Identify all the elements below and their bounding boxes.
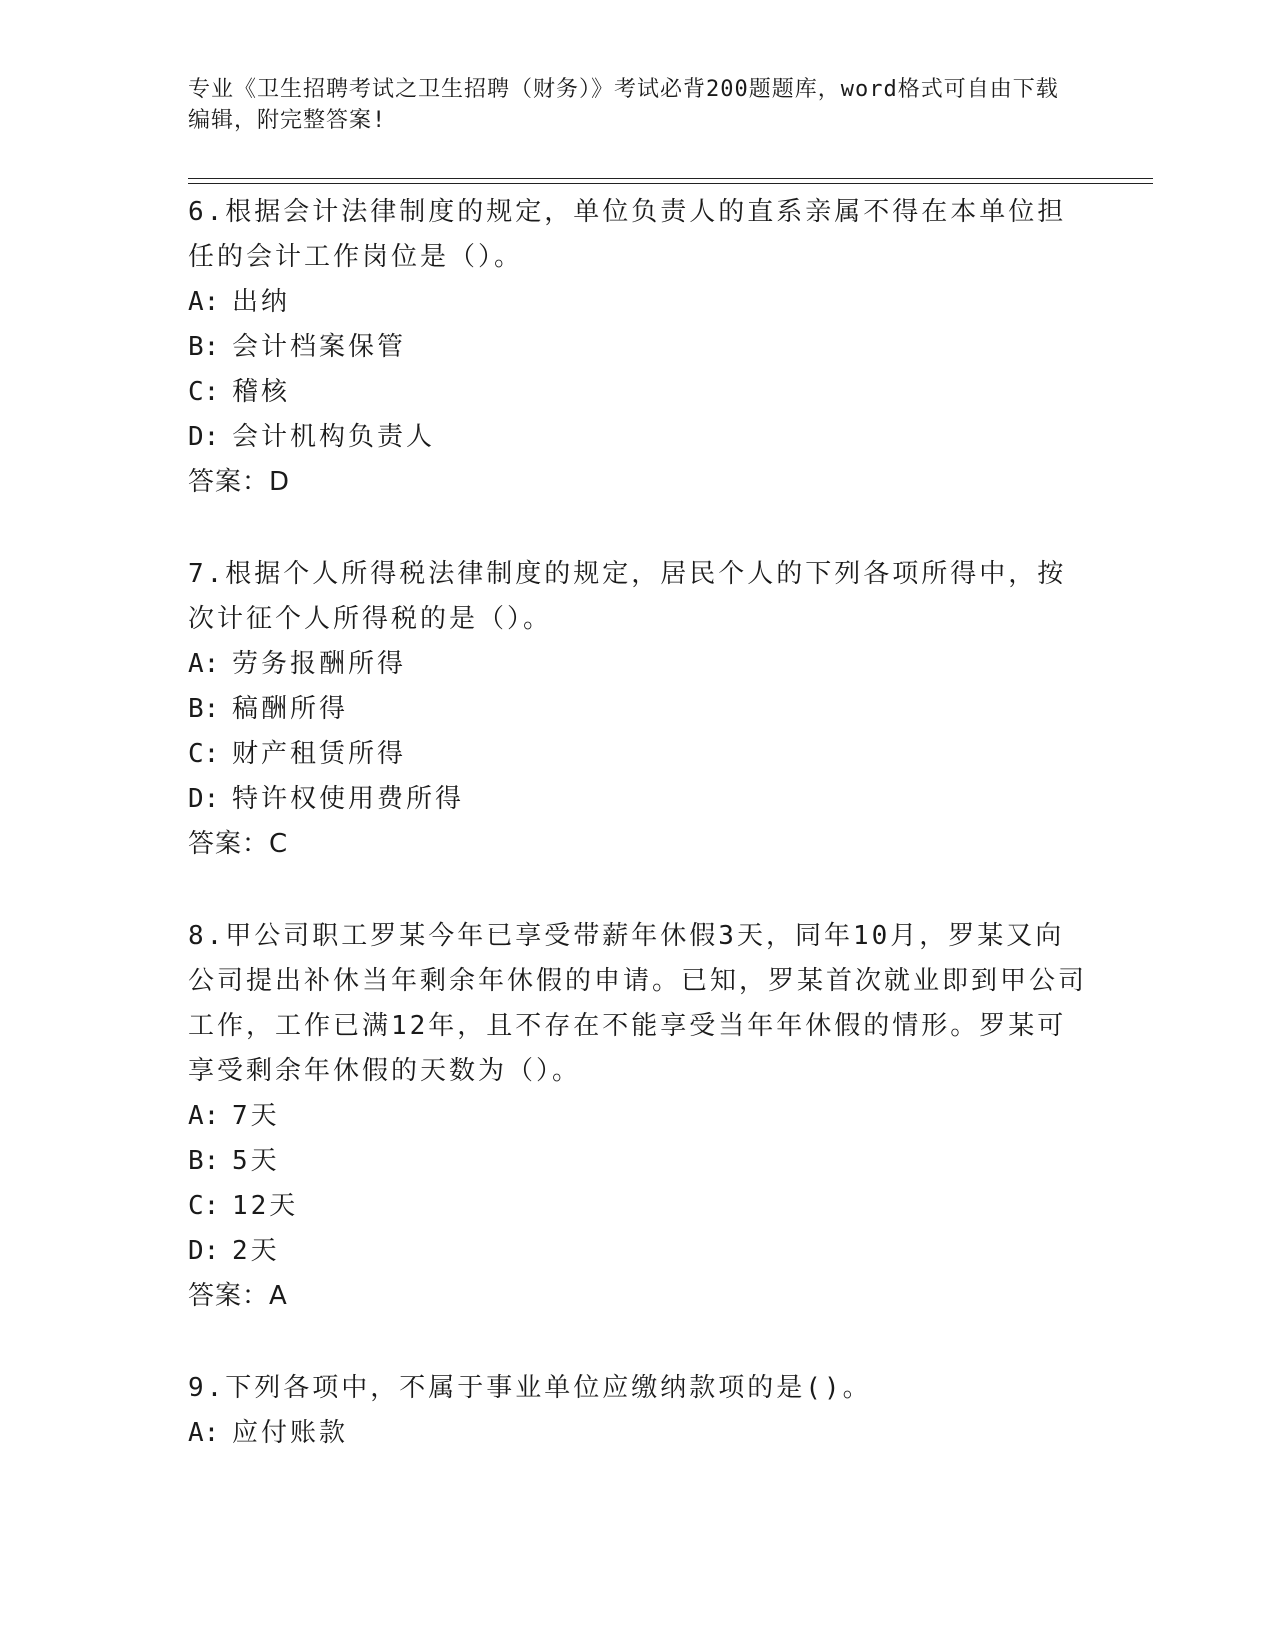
option-text: 会计机构负责人 [232,422,436,452]
option-letter: C: [188,377,220,407]
option-text: 7天 [232,1101,280,1131]
option-text: 5天 [232,1146,280,1176]
question-8 [188,914,1088,1319]
option-d [188,777,1088,822]
header-divider-bottom [188,183,1153,184]
question-text: 6.根据会计法律制度的规定，单位负责人的直系亲属不得在本单位担任的会计工作岗位是（）。 [188,197,1067,272]
option-text: 稽核 [232,377,291,407]
option-letter: C: [188,739,220,769]
question-list [188,190,1088,1503]
question-text: 7.根据个人所得税法律制度的规定，居民个人的下列各项所得中，按次计征个人所得税的是（）。 [188,559,1067,634]
option-b [188,687,1088,732]
question-text: 9.下列各项中，不属于事业单位应缴纳款项的是()。 [188,1373,872,1403]
answer-line: 答案：D [188,467,291,497]
option-c [188,1184,1088,1229]
option-a [188,642,1088,687]
option-letter: D: [188,422,220,452]
option-letter: C: [188,1191,220,1221]
answer-line: 答案：A [188,1281,288,1311]
question-9 [188,1366,1088,1456]
option-text: 出纳 [232,287,291,317]
option-a [188,280,1088,325]
question-6 [188,190,1088,505]
option-letter: A: [188,287,220,317]
question-text: 8.甲公司职工罗某今年已享受带薪年休假3天，同年10月，罗某又向公司提出补休当年剩余年休假的申请。已知，罗某首次就业即到甲公司工作，工作已满12年，且不存在不能享受当年年休假的情形。罗某可享受剩余年休假的天数为（）。 [188,921,1088,1086]
question-7 [188,552,1088,867]
document-header [188,74,1068,136]
option-a [188,1094,1088,1139]
header-divider-top [188,178,1153,179]
option-c [188,732,1088,777]
option-text: 2天 [232,1236,280,1266]
option-text: 劳务报酬所得 [232,649,407,679]
option-text: 12天 [232,1191,299,1221]
option-letter: B: [188,332,220,362]
option-c [188,370,1088,415]
option-d [188,415,1088,460]
option-b [188,1139,1088,1184]
option-letter: A: [188,1418,220,1448]
option-b [188,325,1088,370]
option-text: 稿酬所得 [232,694,349,724]
option-letter: B: [188,1146,220,1176]
option-text: 应付账款 [232,1418,349,1448]
option-text: 财产租赁所得 [232,739,407,769]
option-letter: D: [188,1236,220,1266]
option-letter: B: [188,694,220,724]
option-letter: D: [188,784,220,814]
option-d [188,1229,1088,1274]
option-text: 特许权使用费所得 [232,784,465,814]
answer-line: 答案：C [188,829,289,859]
option-letter: A: [188,1101,220,1131]
header-text: 专业《卫生招聘考试之卫生招聘（财务）》考试必背200题题库，word格式可自由下载编辑，附完整答案! [188,77,1059,133]
option-a [188,1411,1088,1456]
option-text: 会计档案保管 [232,332,407,362]
option-letter: A: [188,649,220,679]
